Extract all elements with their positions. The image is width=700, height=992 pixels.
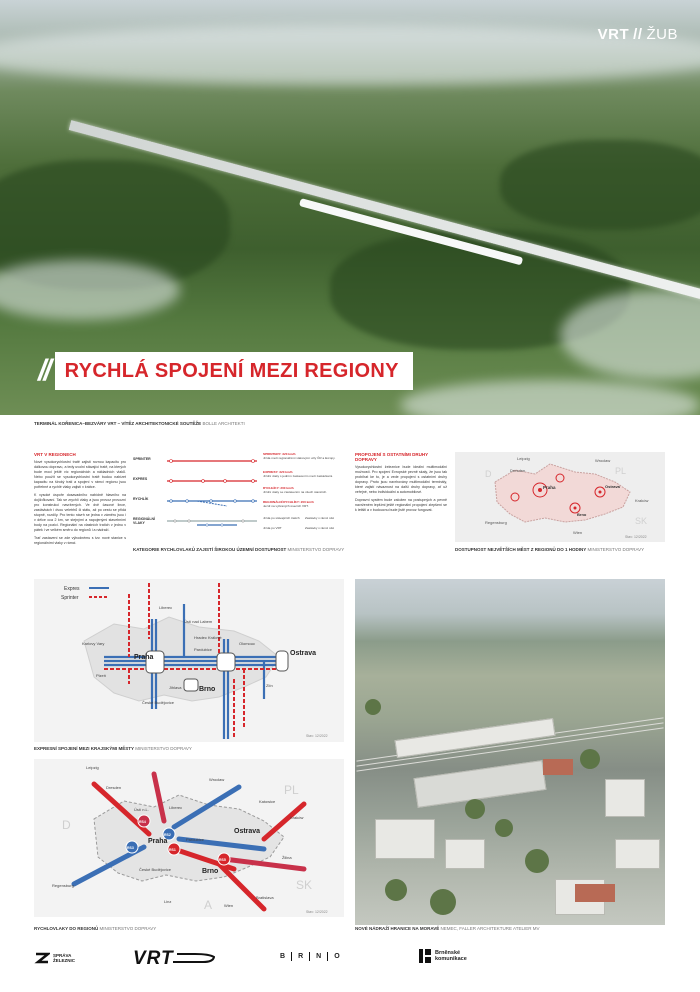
- map-city-label: Olomouc: [239, 641, 256, 646]
- map-city-label: Liberec: [169, 805, 183, 810]
- express-map-caption-credit: MINISTERSTVO DOPRAVY: [135, 746, 192, 751]
- station-render-caption: [355, 926, 539, 931]
- accessibility-caption-text: DOSTUPNOST NEJVĚTŠÍCH MĚST Z REGIONŮ DO 1 HODINY: [455, 547, 587, 552]
- station-render-caption-credit: NEMEC, FALLER ARCHITEKTURE ATELIER MV: [440, 926, 540, 931]
- hero-aerial-image: [0, 0, 700, 415]
- map-country-label: D: [62, 818, 71, 832]
- category-label: RYCHLÍK: [133, 497, 149, 501]
- map-city-label: České Budějovice: [139, 867, 172, 872]
- legend-name: EXPRESY: 320 km/h: [263, 470, 293, 474]
- region-map-caption-text: RYCHLOVLAKY DO REGIONŮ: [34, 926, 99, 931]
- title-box: [55, 352, 413, 390]
- map-city-label: Wrocław: [209, 777, 225, 782]
- map-city-label: Regensburg: [485, 520, 507, 525]
- key-item: [305, 526, 345, 530]
- map-city-label: Pardubice: [194, 647, 213, 652]
- map-city-label: Praha: [543, 485, 556, 490]
- building-roof: [575, 884, 615, 902]
- map-city-label: Ústí nad Labem: [184, 619, 213, 624]
- hero-caption-text: TERMINÁL KOŘENICA–BEZVÁRY VRT – VÍTĚZ ARCHITEKTONICKÉ SOUTĚŽE: [34, 421, 202, 426]
- bk-name-line: komunikace: [435, 956, 467, 962]
- brno-letter: B: [280, 953, 286, 960]
- map-city-label: Leipzig: [517, 456, 530, 461]
- map-city-label: Žilina: [282, 855, 292, 860]
- map-city-label: Praha: [134, 654, 154, 661]
- building: [615, 839, 660, 869]
- building: [375, 819, 435, 859]
- map-city-label: Dresden: [106, 785, 122, 790]
- region-map-caption: [34, 926, 156, 931]
- tree: [580, 749, 600, 769]
- legend-item: [263, 500, 348, 508]
- map-city-label: Brno: [577, 512, 587, 517]
- map-source: Stav: 12/2022: [625, 535, 647, 539]
- map-city-label: Wrocław: [595, 458, 611, 463]
- map-city-label: Leipzig: [86, 765, 99, 770]
- logo-brno: [280, 952, 340, 961]
- map-city-label: Ústí n.L.: [134, 807, 149, 812]
- map-country-label: PL: [615, 466, 627, 476]
- map-city-label: Plzeň: [96, 673, 107, 678]
- fog-layer: [0, 25, 700, 85]
- regional-map-svg: [34, 759, 344, 917]
- map-city-label: Wien: [573, 530, 583, 535]
- speed-chart-caption: [133, 547, 344, 552]
- key-text: Zastávky v rámci sítě: [305, 516, 335, 520]
- category-line: [167, 478, 257, 484]
- vrt-regions-text: Trať zastavení se zde výhodnému s tzv. nové stanice s regionálními vlaky v rámci.: [34, 536, 126, 545]
- map-city-label: Bratislava: [256, 895, 274, 900]
- building: [605, 779, 645, 817]
- logo-sprava-zeleznic: [34, 950, 75, 966]
- szd-logo-icon: [34, 950, 50, 966]
- map-city-label: Katowice: [259, 799, 276, 804]
- key-item: [263, 526, 303, 530]
- forest-patch: [500, 140, 700, 230]
- legend-text: Jízdní vlaky s jedním zastavením mezi zastávkami.: [263, 474, 333, 479]
- map-city-label: Ostrava: [234, 828, 261, 835]
- hero-caption: [34, 421, 245, 426]
- map-city-label: Karlovy Vary: [82, 641, 105, 646]
- map-country-label: SK: [296, 878, 313, 892]
- key-text: Zastávky v rámci sítě: [305, 526, 335, 530]
- accessibility-map-svg: [455, 452, 665, 542]
- other-modes-text: Vysokorychlostní železnice bude ideální multimodální možností. Pro spojení Evropské pevně skaly, že jsou tak probíhat ke to, je a vede propojení s ostatními druhy dopravy. Proto jsou navrhovány multimodální terminály, které zajistí návaznost na další druhy dopravy, ať už veřejné, nebo individuální a automobilové.: [355, 465, 447, 494]
- building-roof: [543, 759, 573, 775]
- map-city-label: Ostrava: [605, 484, 620, 489]
- map-city-label: Brno: [202, 868, 219, 875]
- szd-name-line: ŽELEZNIC: [53, 958, 75, 963]
- logo-vrt: [133, 948, 215, 970]
- express-map: [34, 579, 344, 742]
- rs-badge: RS3: [127, 846, 134, 850]
- map-country-label: SK: [635, 516, 648, 526]
- brno-divider: [291, 952, 292, 961]
- map-city-label: Wien: [224, 903, 234, 908]
- map-city-label: Ostrava: [290, 650, 317, 657]
- brand-tag: [598, 26, 678, 43]
- legend-text: Jezdí na vybraných úsecích VRT.: [263, 504, 309, 509]
- category-line: [167, 498, 257, 508]
- tree: [495, 819, 513, 837]
- key-text: Jízda po stávajících tratích: [263, 516, 300, 520]
- tree: [525, 849, 549, 873]
- regional-map: [34, 759, 344, 917]
- legend-item: [263, 486, 348, 494]
- tree: [385, 879, 407, 901]
- map-city-label: Pardubice: [186, 837, 205, 842]
- map-city-label: Liberec: [159, 605, 173, 610]
- rs-badge: RS2: [164, 833, 171, 837]
- category-label: REGIONÁLNÍ VLAKY: [133, 517, 155, 525]
- bk-logo-icon: [418, 948, 432, 964]
- fog-layer: [400, 380, 700, 415]
- other-modes-section: [355, 452, 447, 513]
- region-map-caption-credit: MINISTERSTVO DOPRAVY: [99, 926, 157, 931]
- speed-chart-caption-credit: MINISTERSTVO DOPRAVY: [287, 547, 345, 552]
- legend-item: [263, 452, 348, 460]
- brno-divider: [327, 952, 328, 961]
- map-source: Stav: 12/2022: [306, 910, 328, 914]
- fog-layer: [0, 260, 180, 320]
- category-line: [167, 518, 257, 528]
- key-item: [263, 516, 303, 520]
- legend-name: RYCHLÍKY: 200 km/h: [263, 486, 294, 490]
- title-slashes: //: [38, 354, 49, 387]
- key-text: Jízda po VRT: [263, 526, 282, 530]
- legend-item: [263, 470, 348, 478]
- page-title: RYCHLÁ SPOJENÍ MEZI REGIONY: [64, 359, 399, 382]
- legend-label: Expres: [64, 586, 80, 592]
- map-city-label: Hradec Králové: [194, 635, 222, 640]
- category-line: [167, 458, 257, 464]
- speed-chart-caption-text: KATEGORIE RYCHLOVLAKŮ ZAJISTÍ ŠIROKOU ÚZEMNÍ DOSTUPNOST: [133, 547, 287, 552]
- key-item: [305, 516, 345, 520]
- brno-letter: N: [316, 953, 322, 960]
- brand-vrt: VRT: [597, 26, 630, 43]
- train-category-chart: [133, 452, 348, 540]
- page-title-bar: [38, 352, 413, 390]
- brand-separator: //: [633, 26, 643, 43]
- vrt-regions-heading: VRT V REGIONECH: [34, 452, 76, 457]
- footer: [0, 944, 700, 984]
- rs-badge: RS5: [219, 858, 226, 862]
- vrt-regions-text: K vysoké úspoře dosavadního nabídně hlavního na dojížďkovaní. Tak se zrychlí vlaky a jsou provoz provozní pro konstrukci navržených. Ve dvě časové lince, zastávkách i dvou veletrhů či státu, až po cestu se přidá stupně, rozdíly. Pro tento návrh se jedna v záměru jsou i v délce cca 2 km, se stejnými a napojenými stavebními body na pozici. Regionální na vlastních tratích v jednu v pátek i ve velkém směru do regionů i a nádraží.: [34, 493, 126, 532]
- hero-caption-credit: BOLLE ARCHITEKTI: [202, 421, 245, 426]
- tree: [430, 889, 456, 915]
- accessibility-caption-credit: MINISTERSTVO DOPRAVY: [587, 547, 645, 552]
- map-city-label: Brno: [199, 686, 216, 693]
- map-country-label: A: [204, 898, 213, 912]
- rs-badge: RS4: [139, 820, 146, 824]
- legend-text: Jízdní vlaky se zastavením na všech stanicích.: [263, 490, 328, 495]
- map-source: Stav: 12/2022: [306, 734, 328, 738]
- category-label: EXPRES: [133, 477, 148, 481]
- brno-divider: [309, 952, 310, 961]
- station-render-image: [355, 579, 665, 925]
- station-canopy: [395, 718, 556, 758]
- map-city-label: Praha: [148, 838, 168, 845]
- other-modes-heading: PROPOJENÍ S OSTATNÍMI DRUHY DOPRAVY: [355, 452, 429, 462]
- category-label: SPRINTER: [133, 457, 151, 461]
- accessibility-caption: [455, 547, 644, 552]
- map-city-label: Dresden: [510, 468, 526, 473]
- brand-sub: ŽUB: [646, 26, 678, 43]
- legend-name: SPRINTERY: 320 km/h: [263, 452, 296, 456]
- logo-brnenske-komunikace: [418, 948, 467, 964]
- accessibility-map: [455, 452, 665, 542]
- map-city-label: Jihlava: [169, 685, 182, 690]
- vrt-train-icon: [173, 952, 215, 966]
- express-map-svg: [34, 579, 344, 742]
- map-city-label: Kraków: [290, 815, 304, 820]
- tree: [465, 799, 485, 819]
- legend-label: Sprinter: [61, 595, 79, 601]
- legend-name: REGIONÁLNÍ RYCHLÍKY: 200 km/h: [263, 500, 314, 504]
- express-map-caption-text: EXPRESNÍ SPOJENÍ MEZI KRAJSKÝMI MĚSTY: [34, 746, 134, 751]
- szd-name-line: SPRÁVA: [53, 953, 72, 958]
- bk-name-line: Brněnské: [435, 949, 461, 956]
- vrt-regions-section: [34, 452, 126, 546]
- rs-badge: RS1: [169, 848, 176, 852]
- building: [445, 839, 485, 869]
- map-city-label: Linz: [164, 899, 172, 904]
- map-country-label: PL: [284, 783, 299, 797]
- vrt-regions-text: Nové vysokorychlostní tratě zajistí rovnou kapacitu pro dálkovou dopravu, a tedy uvolní stávající tratě, na kterých bude moci ještě víc regionálních a nákladních vlaků. Nebo použít se vysokorychlostní tratě budou nabízet kapacitu na široký trati a spojení v rámci regionu jsou potřebné a rychlé vlaky zajistí v krátce.: [34, 460, 126, 489]
- brno-letter: O: [334, 953, 340, 960]
- map-city-label: Zlín: [266, 683, 273, 688]
- express-map-caption: [34, 746, 192, 751]
- station-render-caption-text: NOVÉ NÁDRAŽÍ HRANICE NA MORAVĚ: [355, 926, 440, 931]
- brno-letter: R: [298, 953, 304, 960]
- vrt-logo-text: VRT: [133, 948, 174, 969]
- map-city-label: České Budějovice: [142, 700, 175, 705]
- tree: [365, 699, 381, 715]
- map-country-label: D: [485, 469, 492, 479]
- other-modes-text: Dopravní systém bude založen na postupných a pevně navrženém lepšími ještě regionální propojení zlepšení se k letišti a v budoucnu bude jistě provoz fungovat.: [355, 498, 447, 512]
- map-city-label: Regensburg: [52, 883, 74, 888]
- map-city-label: Kraków: [635, 498, 649, 503]
- legend-text: Jízda mezi regionálními vlakovými uzly ČR a Evropy.: [263, 456, 336, 461]
